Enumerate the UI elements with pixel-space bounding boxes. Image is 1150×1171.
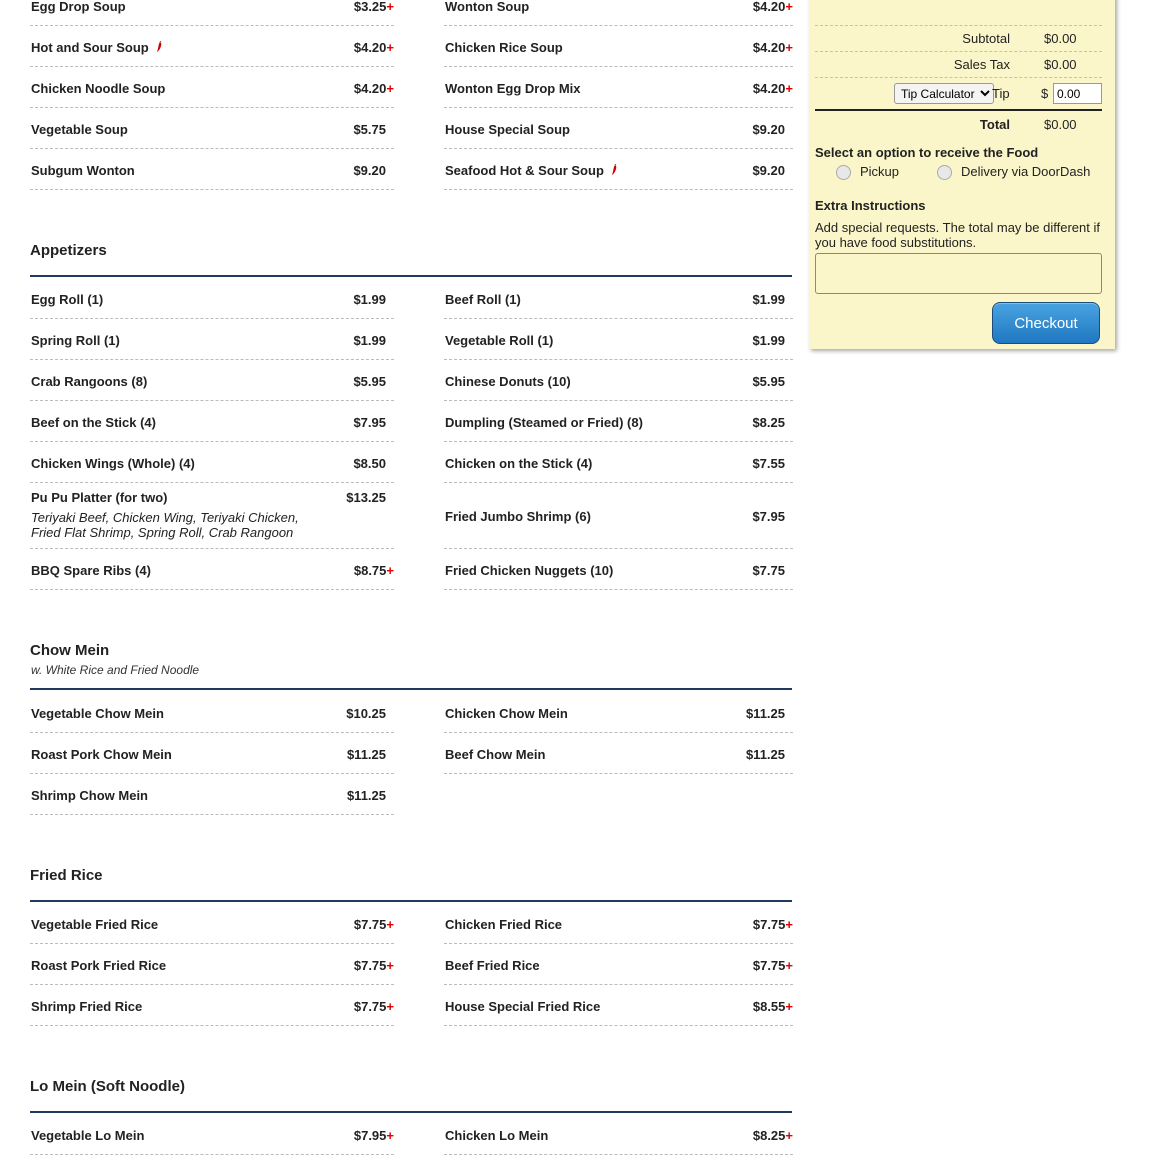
menu-item-name: [445, 563, 613, 578]
menu-item-name-text: Chicken Rice Soup: [445, 40, 563, 55]
sales-tax-value: $0.00: [1044, 57, 1077, 72]
menu-item[interactable]: [444, 149, 793, 190]
menu-item[interactable]: [30, 1114, 394, 1155]
options-plus-icon[interactable]: +: [785, 0, 793, 14]
menu-item-name: [445, 374, 571, 389]
menu-item-name-text: Chicken Fried Rice: [445, 917, 563, 932]
menu-item-price-value: $8.50: [353, 456, 386, 471]
total-value: $0.00: [1044, 117, 1077, 132]
menu-item[interactable]: [30, 903, 394, 944]
menu-item-price-value: $4.20: [752, 40, 786, 55]
menu-item-price: [753, 0, 793, 14]
menu-item-price: [347, 788, 386, 803]
menu-item-name: [31, 490, 168, 505]
menu-item[interactable]: [30, 360, 394, 401]
menu-item-price: [752, 509, 785, 524]
extra-instructions-heading: Extra Instructions: [815, 198, 926, 213]
menu-item[interactable]: [444, 442, 793, 483]
menu-item-price: [746, 747, 785, 762]
options-plus-icon[interactable]: +: [785, 1128, 793, 1143]
menu-item-price-value: $11.25: [745, 747, 785, 762]
menu-item-name-text: Chicken Wings (Whole) (4): [31, 456, 195, 471]
menu-item-price: [347, 747, 386, 762]
menu-item[interactable]: [30, 774, 394, 815]
tip-calculator-select[interactable]: [894, 83, 994, 104]
menu-item[interactable]: [444, 944, 793, 985]
menu-item-name: [445, 706, 568, 721]
delivery-radio[interactable]: [937, 165, 952, 180]
menu-item-price: [346, 490, 386, 505]
menu-item-name: [31, 563, 151, 578]
menu-item-name-text: Shrimp Fried Rice: [31, 999, 143, 1014]
subtotal-label: Subtotal: [962, 31, 1010, 46]
menu-item-name-text: Hot and Sour Soup: [31, 40, 149, 55]
menu-item-name: [445, 0, 529, 14]
menu-item-name-text: Wonton Egg Drop Mix: [445, 81, 581, 96]
menu-item-name: [445, 1128, 548, 1143]
tip-label: Tip: [992, 86, 1010, 101]
menu-item-name-text: House Special Fried Rice: [445, 999, 601, 1014]
menu-item-name: [445, 917, 562, 932]
menu-item[interactable]: [30, 733, 394, 774]
section-title-appetizers: Appetizers: [30, 242, 107, 259]
menu-item-price: [752, 163, 785, 178]
section-title-fried-rice: Fried Rice: [30, 867, 103, 884]
options-plus-icon[interactable]: +: [386, 81, 394, 96]
subtotal-value: $0.00: [1044, 31, 1077, 46]
menu-item-price-value: $7.95: [353, 415, 386, 430]
menu-item[interactable]: [444, 360, 793, 401]
menu-item-name: [445, 40, 563, 55]
menu-item-name-text: Roast Pork Fried Rice: [31, 958, 167, 973]
menu-item-name: [31, 917, 158, 932]
menu-item-name-text: Vegetable Lo Mein: [31, 1128, 145, 1143]
menu-item-name-text: Vegetable Fried Rice: [31, 917, 159, 932]
menu-item-price: [354, 958, 394, 973]
menu-item[interactable]: [444, 549, 793, 590]
menu-item[interactable]: [444, 483, 793, 549]
menu-item[interactable]: [30, 483, 394, 549]
sales-tax-label: Sales Tax: [953, 57, 1010, 72]
menu-item-name-text: Dumpling (Steamed or Fried) (8): [445, 415, 643, 430]
menu-item-name: [445, 122, 570, 137]
menu-item-price-value: $13.25: [346, 490, 386, 505]
menu-item-name: [445, 999, 600, 1014]
menu-item-price: [354, 999, 394, 1014]
menu-item-price: [746, 706, 785, 721]
menu-item-name-text: BBQ Spare Ribs (4): [31, 563, 151, 578]
menu-item-name: [445, 81, 581, 96]
options-plus-icon[interactable]: +: [386, 917, 394, 932]
menu-item[interactable]: [444, 26, 793, 67]
section-rule: [30, 900, 792, 902]
menu-item[interactable]: [444, 1114, 793, 1155]
menu-item-name: [31, 292, 103, 307]
menu-item-name-text: Beef Fried Rice: [445, 958, 540, 973]
menu-item-name-text: Beef Chow Mein: [445, 747, 546, 762]
menu-item[interactable]: [444, 692, 793, 733]
menu-item[interactable]: [444, 733, 793, 774]
menu-item-price: [346, 706, 386, 721]
menu-item-name: [31, 0, 126, 14]
menu-item[interactable]: [444, 67, 793, 108]
total-label: Total: [979, 117, 1010, 132]
menu-item-price: [752, 563, 785, 578]
menu-item-name: [445, 509, 591, 524]
section-title-lo-mein: Lo Mein (Soft Noodle): [30, 1078, 185, 1095]
tip-currency: $: [1041, 86, 1049, 101]
delivery-label[interactable]: Delivery via DoorDash: [961, 164, 1091, 179]
spicy-pepper-icon: [155, 41, 163, 53]
menu-item-price-value: $9.20: [353, 163, 386, 178]
menu-item-name: [31, 788, 148, 803]
menu-item-price-value: $4.20: [353, 40, 387, 55]
menu-item[interactable]: [30, 26, 394, 67]
menu-item-name-text: Chicken on the Stick (4): [445, 456, 593, 471]
menu-item[interactable]: [30, 692, 394, 733]
menu-item-name: [31, 415, 156, 430]
menu-item-name: [445, 747, 545, 762]
options-plus-icon[interactable]: +: [785, 917, 793, 932]
menu-item-price: [354, 563, 394, 578]
menu-item-name-text: Chicken Chow Mein: [445, 706, 568, 721]
options-plus-icon[interactable]: +: [386, 958, 394, 973]
menu-item-price-value: $1.99: [353, 292, 386, 307]
menu-item-price-value: $1.99: [752, 292, 785, 307]
menu-item-price-value: $11.25: [745, 706, 785, 721]
menu-item-price: [354, 1128, 394, 1143]
menu-item-name-text: Chicken Noodle Soup: [31, 81, 166, 96]
menu-item-price-value: $1.99: [752, 333, 785, 348]
menu-item-price: [753, 999, 793, 1014]
section-title-chow-mein: Chow Mein: [30, 642, 110, 659]
menu-item-price-value: $8.25: [752, 1128, 786, 1143]
menu-item-name-text: Fried Chicken Nuggets (10): [445, 563, 614, 578]
menu-item-price: [353, 163, 386, 178]
options-plus-icon[interactable]: +: [386, 563, 394, 578]
menu-item[interactable]: [30, 319, 394, 360]
menu-item-name-text: Subgum Wonton: [31, 163, 135, 178]
menu-item-name: [31, 747, 172, 762]
menu-item-name-text: Seafood Hot & Sour Soup: [445, 163, 604, 178]
menu-item-price-value: $4.20: [353, 81, 387, 96]
pickup-radio[interactable]: [836, 165, 851, 180]
cart-divider: [815, 77, 1102, 78]
checkout-button[interactable]: Checkout: [992, 302, 1100, 344]
menu-item-price-value: $5.75: [353, 122, 386, 137]
menu-item-price: [353, 333, 386, 348]
menu-item-name: [445, 456, 592, 471]
menu-item-name: [31, 1128, 144, 1143]
menu-item-price: [752, 292, 785, 307]
menu-item[interactable]: [30, 985, 394, 1026]
menu-item-name: [31, 958, 166, 973]
options-plus-icon[interactable]: +: [785, 81, 793, 96]
menu-item-name: [31, 333, 120, 348]
menu-item-price-value: $11.25: [346, 788, 386, 803]
section-subtitle-chow-mein: w. White Rice and Fried Noodle: [31, 663, 200, 677]
menu-item[interactable]: [444, 985, 793, 1026]
menu-item-price-value: $7.75: [353, 917, 387, 932]
options-plus-icon[interactable]: +: [386, 0, 394, 14]
menu-item-price: [753, 81, 793, 96]
menu-item-price: [753, 958, 793, 973]
menu-item-price-value: $7.75: [353, 999, 387, 1014]
menu-item[interactable]: [444, 0, 793, 26]
section-rule: [30, 275, 792, 277]
options-plus-icon[interactable]: +: [785, 40, 793, 55]
menu-item-name: [31, 706, 164, 721]
menu-item-name-text: Chinese Donuts (10): [445, 374, 571, 389]
menu-item[interactable]: [444, 903, 793, 944]
menu-item-price: [354, 917, 394, 932]
pickup-label[interactable]: Pickup: [860, 164, 900, 179]
receive-option-heading: Select an option to receive the Food: [815, 145, 1039, 160]
menu-item-price-value: $8.25: [752, 415, 785, 430]
menu-item-price: [353, 122, 386, 137]
menu-item-price-value: $7.75: [353, 958, 387, 973]
menu-item-price-value: $8.75: [353, 563, 387, 578]
menu-item-name: [31, 81, 165, 96]
menu-item-name: [31, 456, 195, 471]
menu-item-price-value: $8.55: [752, 999, 786, 1014]
menu-item-name-text: Wonton Soup: [445, 0, 530, 14]
menu-item-price: [753, 1128, 793, 1143]
cart-divider: [815, 25, 1102, 26]
menu-item-name: [445, 415, 643, 430]
menu-item-name-text: Beef Roll (1): [445, 292, 521, 307]
menu-item[interactable]: [30, 0, 394, 26]
menu-item-price: [752, 415, 785, 430]
menu-item-price: [353, 415, 386, 430]
menu-item-name: [445, 292, 521, 307]
total-rule: [815, 109, 1102, 111]
cart-divider: [815, 51, 1102, 52]
menu-item[interactable]: [30, 108, 394, 149]
menu-item-price-value: $7.75: [752, 917, 786, 932]
menu-item-price-value: $9.20: [752, 122, 785, 137]
extra-instructions-textarea[interactable]: [815, 253, 1102, 294]
menu-item-price: [354, 81, 394, 96]
section-rule: [30, 1111, 792, 1113]
menu-item-description: Teriyaki Beef, Chicken Wing, Teriyaki Chicken, Fried Flat Shrimp, Spring Roll, Crab Rangoon: [31, 510, 299, 540]
menu-item-name: [31, 374, 147, 389]
options-plus-icon[interactable]: +: [386, 40, 394, 55]
menu-item-name-text: Vegetable Soup: [31, 122, 128, 137]
menu-item-price: [752, 374, 785, 389]
options-plus-icon[interactable]: +: [386, 1128, 394, 1143]
tip-row: [815, 83, 1102, 105]
menu-item-price-value: $5.95: [353, 374, 386, 389]
menu-item-price-value: $9.20: [752, 163, 785, 178]
order-summary-panel: [809, 0, 1115, 349]
menu-item-name-text: Spring Roll (1): [31, 333, 120, 348]
menu-item[interactable]: [444, 401, 793, 442]
spicy-pepper-icon: [610, 164, 618, 176]
menu-item-price: [353, 374, 386, 389]
menu-item-name-text: Pu Pu Platter (for two): [31, 490, 168, 505]
section-rule: [30, 688, 792, 690]
menu-item-name-text: Crab Rangoons (8): [31, 374, 148, 389]
tip-amount-input[interactable]: [1053, 83, 1102, 104]
menu-item-name: [31, 122, 128, 137]
menu-item-price: [753, 917, 793, 932]
menu-item[interactable]: [30, 278, 394, 319]
menu-item-price: [354, 40, 394, 55]
menu-item-name-text: House Special Soup: [445, 122, 570, 137]
options-plus-icon[interactable]: +: [386, 999, 394, 1014]
menu-item[interactable]: [444, 278, 793, 319]
menu-item-price-value: $7.75: [752, 563, 785, 578]
menu-item-price-value: $10.25: [346, 706, 386, 721]
menu-item-price-value: $3.25: [353, 0, 387, 14]
menu-item-price-value: $1.99: [353, 333, 386, 348]
menu-item-price: [752, 122, 785, 137]
menu-item-name: [31, 40, 163, 55]
menu-item[interactable]: [444, 319, 793, 360]
menu-item-price-value: $7.95: [353, 1128, 387, 1143]
menu-item-price: [353, 456, 386, 471]
menu-item-price-value: $5.95: [752, 374, 785, 389]
menu-item-name-text: Fried Jumbo Shrimp (6): [445, 509, 591, 524]
menu-item-name-text: Egg Drop Soup: [31, 0, 126, 14]
menu-item[interactable]: [30, 401, 394, 442]
menu-item-price-value: $7.75: [752, 958, 786, 973]
menu-item-price: [752, 456, 785, 471]
menu-item-price-value: $4.20: [752, 81, 786, 96]
menu-item-name-text: Vegetable Roll (1): [445, 333, 554, 348]
extra-instructions-note: Add special requests. The total may be different if you have food substitutions.: [815, 220, 1100, 250]
menu-item-name-text: Egg Roll (1): [31, 292, 104, 307]
menu-item-price-value: $7.55: [752, 456, 785, 471]
options-plus-icon[interactable]: +: [785, 999, 793, 1014]
menu-item[interactable]: [30, 149, 394, 190]
menu-item[interactable]: [30, 67, 394, 108]
menu-item-name-text: Shrimp Chow Mein: [31, 788, 148, 803]
menu-item-name: [445, 333, 553, 348]
menu-item-price-value: $7.95: [752, 509, 785, 524]
menu-item[interactable]: [30, 549, 394, 590]
menu-item-price-value: $4.20: [752, 0, 786, 14]
menu-item-name: [445, 958, 540, 973]
menu-item-price-value: $11.25: [346, 747, 386, 762]
menu-item-price: [354, 0, 394, 14]
menu-item-name: [445, 163, 618, 178]
menu-item-name-text: Beef on the Stick (4): [31, 415, 156, 430]
menu-item-price: [353, 292, 386, 307]
menu-item-name-text: Vegetable Chow Mein: [31, 706, 164, 721]
menu-item-name: [31, 999, 142, 1014]
menu-item-price: [753, 40, 793, 55]
options-plus-icon[interactable]: +: [785, 958, 793, 973]
menu-item-price: [752, 333, 785, 348]
menu-item-name-text: Chicken Lo Mein: [445, 1128, 549, 1143]
menu-item-name: [31, 163, 135, 178]
menu-item[interactable]: [30, 944, 394, 985]
menu-item-name-text: Roast Pork Chow Mein: [31, 747, 172, 762]
menu-item[interactable]: [444, 108, 793, 149]
menu-item[interactable]: [30, 442, 394, 483]
